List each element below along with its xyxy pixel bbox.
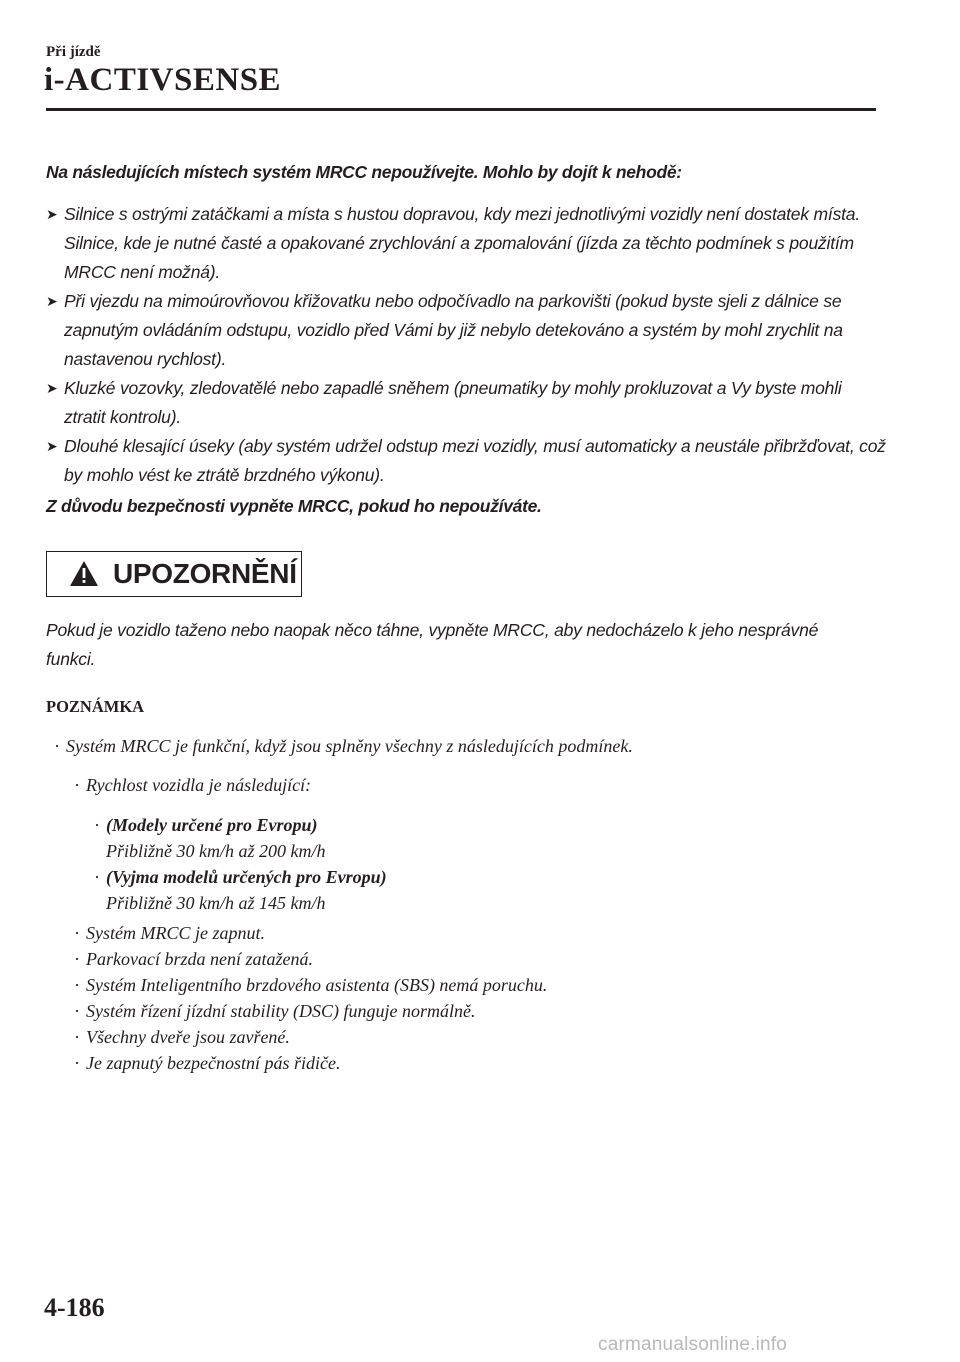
warning-item-text: Dlouhé klesající úseky (aby systém udržel odstup mezi vozidly, musí automaticky a neustále přibržďovat, což by mohlo vést ke ztrátě brzdného výkonu). — [64, 436, 886, 485]
condition-text: Parkovací brzda není zatažená. — [86, 949, 313, 969]
arrow-right-icon: ➤ — [46, 438, 58, 454]
bullet-icon: · — [74, 975, 80, 995]
bullet-icon: · — [74, 923, 80, 943]
header-divider — [46, 108, 876, 111]
condition-text: Systém MRCC je zapnut. — [86, 923, 265, 943]
note-intro — [54, 733, 633, 759]
warning-tail: Z důvodu bezpečnosti vypněte MRCC, pokud ho nepoužíváte. — [46, 496, 542, 516]
warning-lead: Na následujících místech systém MRCC nepoužívejte. Mohlo by dojít k nehodě: — [46, 162, 682, 182]
note-intro-text: Systém MRCC je funkční, když jsou splněny všechny z následujících podmínek. — [66, 736, 633, 756]
warning-item-text: Při vjezdu na mimoúrovňovou křižovatku nebo odpočívadlo na parkovišti (pokud byste sjeli z dálnice se zapnutým ovládáním odstupu, vozidlo před Vámi by již nebylo detekováno a systém by mohl zrychlit na nastavenou rychlost). — [64, 291, 843, 369]
condition-item — [74, 946, 313, 972]
note-heading: POZNÁMKA — [46, 697, 145, 716]
watermark: carmanualsonline.info — [598, 1334, 788, 1355]
condition-text: Systém řízení jízdní stability (DSC) funguje normálně. — [86, 1001, 476, 1021]
condition-item — [74, 1050, 341, 1076]
condition-item — [74, 1024, 290, 1050]
speed-condition-text: Rychlost vozidla je následující: — [86, 775, 312, 795]
condition-item — [74, 972, 548, 998]
caution-text: Pokud je vozidlo taženo nebo naopak něco táhne, vypněte MRCC, aby nedocházelo k jeho nesprávné funkci. — [46, 620, 819, 669]
speed-other-label: (Vyjma modelů určených pro Evropu) — [106, 867, 387, 887]
condition-item — [74, 998, 476, 1024]
speed-other-value: Přibližně 30 km/h až 145 km/h — [106, 893, 326, 913]
speed-europe-label: (Modely určené pro Evropu) — [106, 815, 318, 835]
bullet-icon: · — [94, 815, 100, 835]
warning-item — [46, 432, 886, 490]
arrow-right-icon: ➤ — [46, 206, 58, 222]
bullet-icon: · — [74, 775, 80, 795]
bullet-icon: · — [54, 736, 60, 756]
caution-label: UPOZORNĚNÍ — [113, 558, 297, 589]
arrow-right-icon: ➤ — [46, 380, 58, 396]
warning-item — [46, 200, 886, 287]
warning-item-text: Kluzké vozovky, zledovatělé nebo zapadlé sněhem (pneumatiky by mohly prokluzovat a Vy byste mohli ztratit kontrolu). — [64, 378, 842, 427]
arrow-right-icon: ➤ — [46, 293, 58, 309]
bullet-icon: · — [74, 1001, 80, 1021]
bullet-icon: · — [74, 1053, 80, 1073]
warning-list — [46, 200, 886, 490]
speed-condition — [74, 772, 312, 798]
speed-europe-value: Přibližně 30 km/h až 200 km/h — [106, 841, 326, 861]
speed-europe — [94, 812, 326, 864]
warning-triangle-icon — [69, 560, 99, 587]
bullet-icon: · — [74, 949, 80, 969]
condition-text: Systém Inteligentního brzdového asistenta (SBS) nemá poruchu. — [86, 975, 548, 995]
condition-text: Všechny dveře jsou zavřené. — [86, 1027, 290, 1047]
condition-text: Je zapnutý bezpečnostní pás řidiče. — [86, 1053, 341, 1073]
page-number: 4-186 — [44, 1293, 105, 1322]
caution-box — [46, 551, 302, 597]
warning-item-text: Silnice s ostrými zatáčkami a místa s hustou dopravou, kdy mezi jednotlivými vozidly není dostatek místa. Silnice, kde je nutné časté a opakované zrychlování a zpomalování (jízda za těchto podmínek s použitím MRCC není možná). — [64, 204, 860, 282]
condition-item — [74, 920, 265, 946]
warning-item — [46, 374, 886, 432]
speed-other — [94, 864, 387, 916]
warning-item — [46, 287, 886, 374]
bullet-icon: · — [74, 1027, 80, 1047]
section-label: Při jízdě — [46, 44, 101, 60]
chapter-title: i-ACTIVSENSE — [44, 62, 282, 98]
bullet-icon: · — [94, 867, 100, 887]
